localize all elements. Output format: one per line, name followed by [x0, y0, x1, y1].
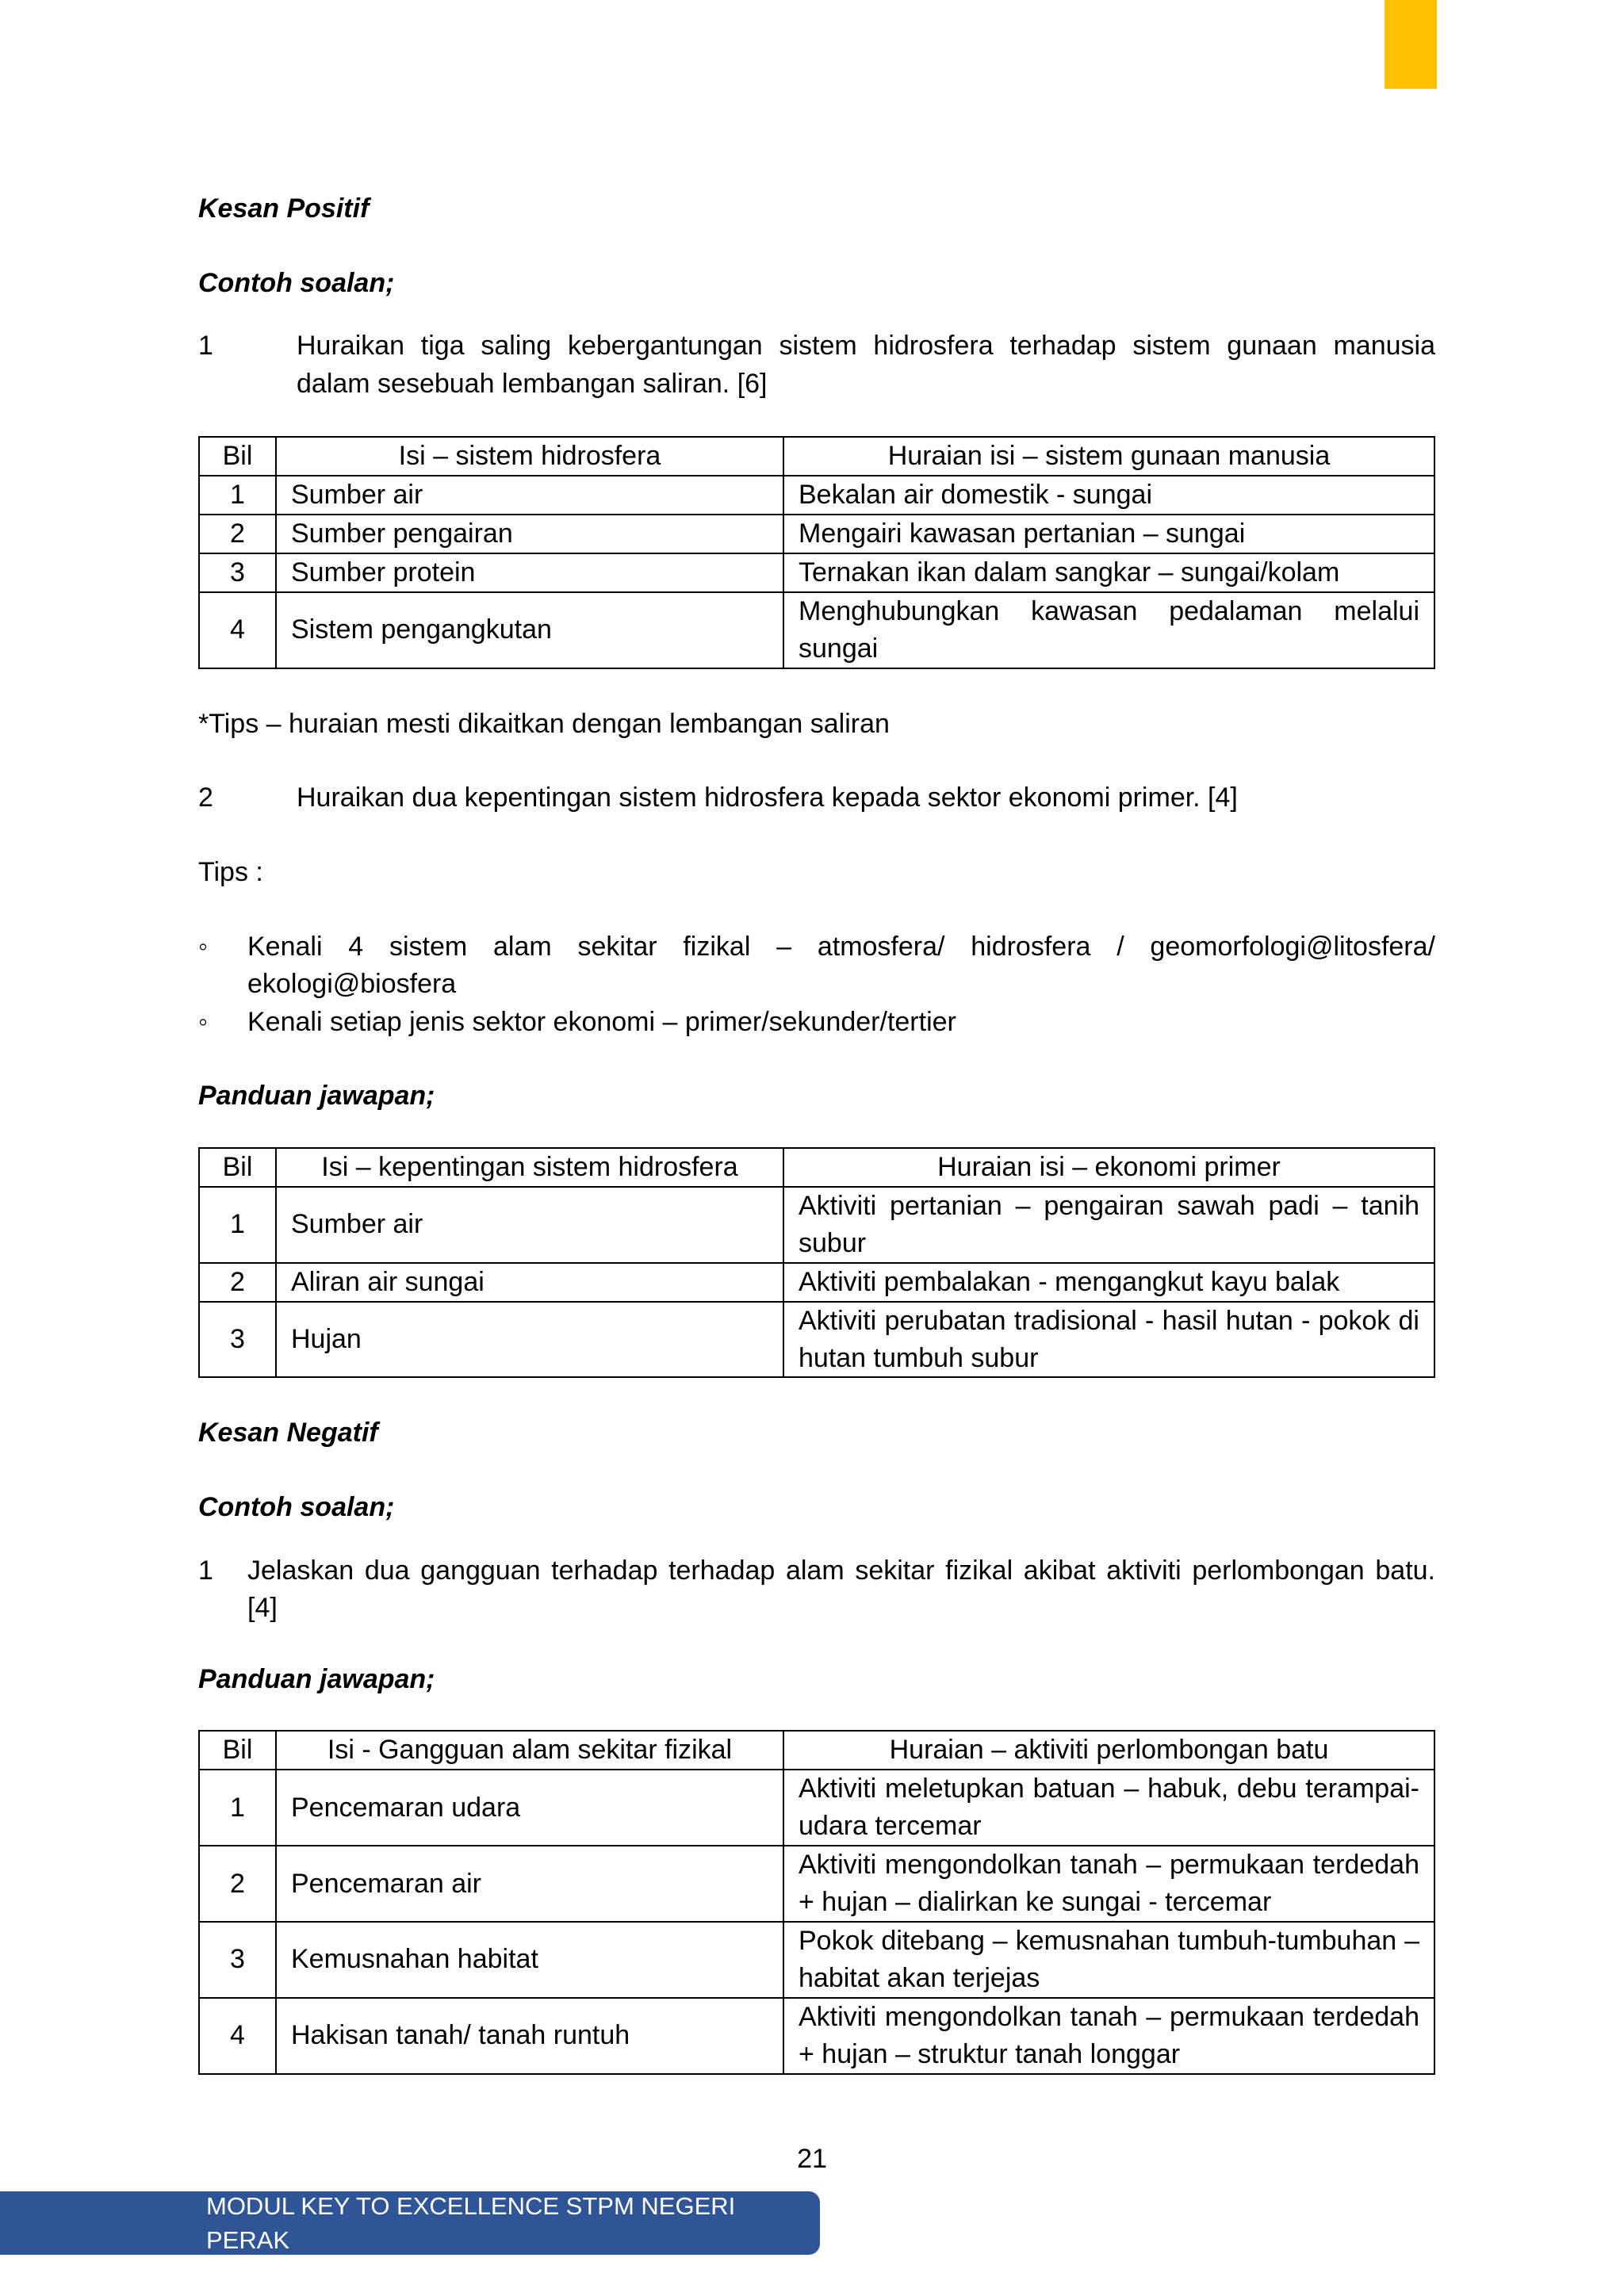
cell-bil: 1 [199, 1770, 276, 1846]
table-environmental-disturbance [198, 1730, 1435, 2074]
cell-isi: Kemusnahan habitat [276, 1922, 783, 1998]
cell-huraian: Aktiviti mengondolkan tanah – permukaan terdedah + hujan – struktur tanah longgar [783, 1998, 1434, 2074]
heading-kesan-positif: Kesan Positif [198, 193, 370, 224]
table-row [199, 1263, 1434, 1302]
cell-isi: Sumber pengairan [276, 515, 783, 553]
header-isi: Isi – sistem hidrosfera [276, 437, 783, 476]
list-item [198, 1004, 1435, 1042]
question-1 [198, 327, 1435, 403]
tip-note: *Tips – huraian mesti dikaitkan dengan lembangan saliran [198, 708, 890, 739]
cell-huraian: Bekalan air domestik - sungai [783, 476, 1434, 515]
page-number: 21 [797, 2144, 827, 2174]
question-text: Huraikan dua kepentingan sistem hidrosfera kepada sektor ekonomi primer. [4] [297, 783, 1238, 813]
question-text: Huraikan tiga saling kebergantungan sistem hidrosfera terhadap sistem gunaan manusia dalam sesebuah lembangan saliran. [6] [297, 331, 1435, 399]
tip-text: Kenali setiap jenis sektor ekonomi – primer/sekunder/tertier [247, 1006, 956, 1037]
table-row [199, 476, 1434, 515]
cell-huraian: Mengairi kawasan pertanian – sungai [783, 515, 1434, 553]
table-row [199, 515, 1434, 553]
cell-isi: Pencemaran air [276, 1846, 783, 1922]
cell-isi: Sumber air [276, 1187, 783, 1263]
header-bil: Bil [199, 437, 276, 476]
cell-isi: Aliran air sungai [276, 1263, 783, 1302]
cell-bil: 4 [199, 592, 276, 668]
question-number: 1 [198, 1555, 213, 1586]
cell-bil: 2 [199, 515, 276, 553]
table-row [199, 1770, 1434, 1846]
tips-list [198, 928, 1435, 1042]
cell-huraian: Ternakan ikan dalam sangkar – sungai/kolam [783, 553, 1434, 592]
table-row [199, 553, 1434, 592]
cell-huraian: Aktiviti perubatan tradisional - hasil hutan - pokok di hutan tumbuh subur [783, 1302, 1434, 1378]
question-number: 2 [198, 783, 213, 813]
heading-contoh-soalan: Contoh soalan; [198, 1492, 395, 1522]
header-bil: Bil [199, 1731, 276, 1770]
table-header-row [199, 1731, 1434, 1770]
page-content [198, 190, 1435, 2075]
heading-kesan-negatif: Kesan Negatif [198, 1418, 378, 1448]
table-hydrosphere-importance [198, 1147, 1435, 1378]
footer-text: MODUL KEY TO EXCELLENCE STPM NEGERI PERAK [206, 2191, 736, 2254]
corner-tab-decoration [1385, 0, 1437, 89]
question-number: 1 [198, 331, 213, 362]
heading-panduan-jawapan: Panduan jawapan; [198, 1081, 435, 1112]
cell-huraian: Aktiviti pembalakan - mengangkut kayu balak [783, 1263, 1434, 1302]
cell-isi: Sumber air [276, 476, 783, 515]
header-huraian: Huraian isi – ekonomi primer [783, 1148, 1434, 1187]
bullet-icon: ◦ [198, 931, 209, 962]
table-row [199, 1846, 1434, 1922]
table-row [199, 1187, 1434, 1263]
table-row [199, 592, 1434, 668]
cell-bil: 1 [199, 1187, 276, 1263]
header-isi: Isi – kepentingan sistem hidrosfera [276, 1148, 783, 1187]
tip-text: Kenali 4 sistem alam sekitar fizikal – atmosfera/ hidrosfera / geomorfologi@litosfera/ ekologi@biosfera [247, 931, 1435, 1000]
tips-label: Tips : [198, 857, 263, 887]
header-huraian: Huraian – aktiviti perlombongan batu [783, 1731, 1434, 1770]
cell-huraian: Aktiviti pertanian – pengairan sawah padi – tanih subur [783, 1187, 1434, 1263]
cell-huraian: Aktiviti mengondolkan tanah – permukaan terdedah + hujan – dialirkan ke sungai - tercemar [783, 1846, 1434, 1922]
table-header-row [199, 1148, 1434, 1187]
question-text: Jelaskan dua gangguan terhadap terhadap alam sekitar fizikal akibat aktiviti perlombongan batu. [4] [247, 1555, 1435, 1624]
cell-isi: Hakisan tanah/ tanah runtuh [276, 1998, 783, 2074]
cell-bil: 3 [199, 1922, 276, 1998]
cell-isi: Pencemaran udara [276, 1770, 783, 1846]
table-row [199, 1922, 1434, 1998]
header-bil: Bil [199, 1148, 276, 1187]
cell-bil: 2 [199, 1263, 276, 1302]
heading-panduan-jawapan: Panduan jawapan; [198, 1663, 435, 1694]
question-1-negative [198, 1552, 1435, 1628]
cell-isi: Sumber protein [276, 553, 783, 592]
bullet-icon: ◦ [198, 1006, 209, 1037]
table-header-row [199, 437, 1434, 476]
header-huraian: Huraian isi – sistem gunaan manusia [783, 437, 1434, 476]
table-hydrosphere-systems [198, 436, 1435, 668]
footer-bar [0, 2191, 820, 2255]
cell-bil: 3 [199, 1302, 276, 1378]
cell-isi: Sistem pengangkutan [276, 592, 783, 668]
header-isi: Isi - Gangguan alam sekitar fizikal [276, 1731, 783, 1770]
table-row [199, 1998, 1434, 2074]
cell-huraian: Menghubungkan kawasan pedalaman melalui sungai [783, 592, 1434, 668]
cell-huraian: Pokok ditebang – kemusnahan tumbuh-tumbuhan – habitat akan terjejas [783, 1922, 1434, 1998]
table-row [199, 1302, 1434, 1378]
cell-bil: 1 [199, 476, 276, 515]
cell-isi: Hujan [276, 1302, 783, 1378]
cell-bil: 4 [199, 1998, 276, 2074]
cell-bil: 2 [199, 1846, 276, 1922]
cell-bil: 3 [199, 553, 276, 592]
cell-huraian: Aktiviti meletupkan batuan – habuk, debu terampai- udara tercemar [783, 1770, 1434, 1846]
list-item [198, 928, 1435, 1004]
heading-contoh-soalan: Contoh soalan; [198, 267, 395, 298]
question-2 [198, 779, 1435, 817]
